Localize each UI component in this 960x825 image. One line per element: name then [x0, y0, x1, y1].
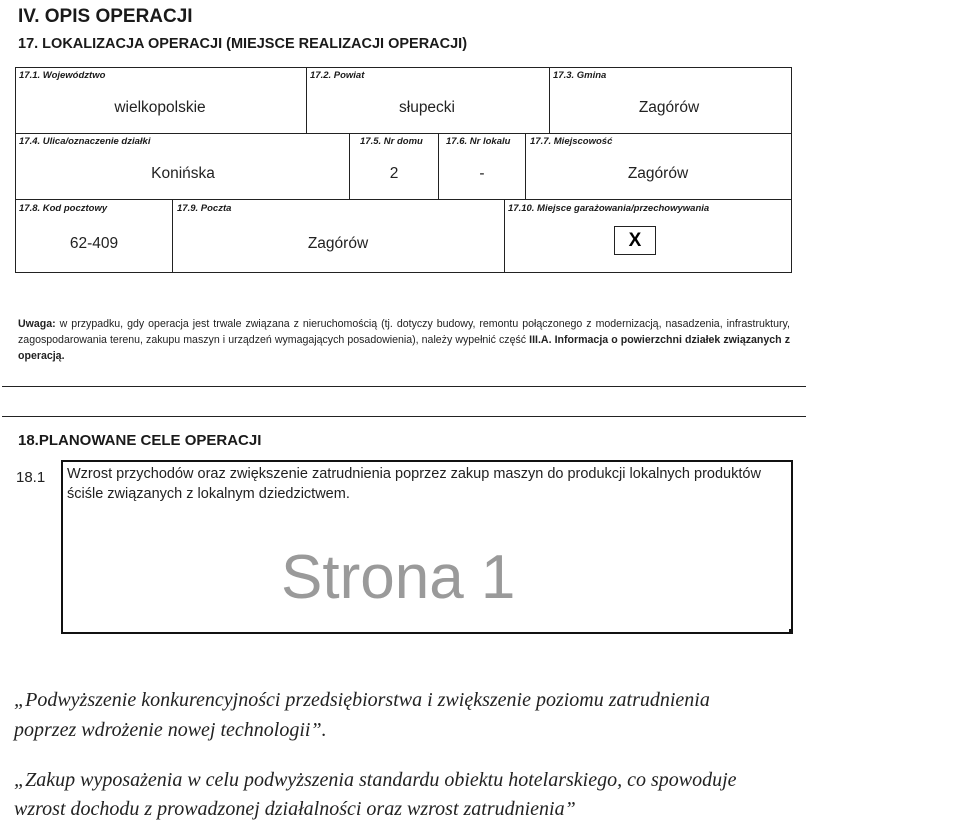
wojewodztwo-label: 17.1. Województwo — [19, 70, 106, 81]
kod-pocztowy-label: 17.8. Kod pocztowy — [19, 203, 108, 214]
resize-handle — [789, 629, 793, 633]
subsection-17-title: 17. LOKALIZACJA OPERACJI (MIEJSCE REALIZACJI OPERACJI) — [18, 36, 468, 52]
nr-domu-label: 17.5. Nr domu — [360, 136, 423, 147]
note-bold-tail: III.A. Informacja o powierzchni działek związanych z operacją. — [18, 334, 791, 362]
note-lead: Uwaga: — [18, 318, 56, 330]
col-divider — [549, 67, 550, 133]
note-text: w przypadku, gdy operacja jest trwale związana z nieruchomością (tj. dotyczy budowy, remontu połączonego z modernizacją, nasadzenia, infrastruktury, zagospodarowania terenu, zakupu maszyn i urządzeń wymagających posadowienia), należy wypełnić część — [18, 318, 790, 346]
col-divider — [525, 133, 526, 199]
note-paragraph — [18, 316, 790, 364]
col-divider — [306, 67, 307, 133]
row-divider — [15, 199, 792, 200]
gmina-value: Zagórów — [638, 99, 700, 116]
gmina-label: 17.3. Gmina — [553, 70, 607, 81]
miejsce-garazowania-checkbox[interactable]: X — [614, 226, 656, 255]
divider-line — [2, 386, 806, 387]
page-watermark: Strona 1 — [281, 543, 516, 612]
poczta-label: 17.9. Poczta — [177, 203, 232, 214]
col-divider — [172, 199, 173, 273]
row-divider — [15, 133, 792, 134]
quote-2-line-2: wzrost dochodu z prowadzonej działalności oraz wzrost zatrudnienia” — [14, 798, 576, 820]
col-divider — [504, 199, 505, 273]
wojewodztwo-value: wielkopolskie — [114, 99, 206, 116]
kod-pocztowy-value: 62-409 — [69, 235, 119, 252]
section-title: IV. OPIS OPERACJI — [18, 6, 193, 27]
powiat-label: 17.2. Powiat — [310, 70, 365, 81]
nr-domu-value: 2 — [389, 165, 399, 182]
subsection-18-title: 18.PLANOWANE CELE OPERACJI — [18, 432, 262, 449]
col-divider — [349, 133, 350, 199]
col-divider — [438, 133, 439, 199]
quote-2-line-1: „Zakup wyposażenia w celu podwyższenia standardu obiektu hotelarskiego, co spowoduje — [14, 769, 737, 791]
quote-1-line-2: poprzez wdrożenie nowej technologii”. — [14, 719, 327, 741]
powiat-value: słupecki — [399, 99, 455, 116]
ulica-value: Konińska — [151, 165, 215, 182]
poczta-value: Zagórów — [307, 235, 369, 252]
quote-1-line-1: „Podwyższenie konkurencyjności przedsiębiorstwa i zwiększenie poziomu zatrudnienia — [14, 689, 710, 711]
nr-lokalu-label: 17.6. Nr lokalu — [446, 136, 511, 147]
miejscowosc-label: 17.7. Miejscowość — [530, 136, 613, 147]
miejsce-garazowania-label: 17.10. Miejsce garażowania/przechowywania — [508, 203, 710, 214]
goal-text: Wzrost przychodów oraz zwiększenie zatrudnienia poprzez zakup maszyn do produkcji lokalnych produktów ściśle związanych z lokalnym dziedzictwem. — [67, 466, 761, 502]
miejscowosc-value: Zagórów — [627, 165, 689, 182]
divider-line — [2, 416, 806, 417]
ulica-label: 17.4. Ulica/oznaczenie działki — [19, 136, 151, 147]
nr-lokalu-value: - — [479, 165, 485, 182]
goal-number: 18.1 — [16, 469, 46, 486]
